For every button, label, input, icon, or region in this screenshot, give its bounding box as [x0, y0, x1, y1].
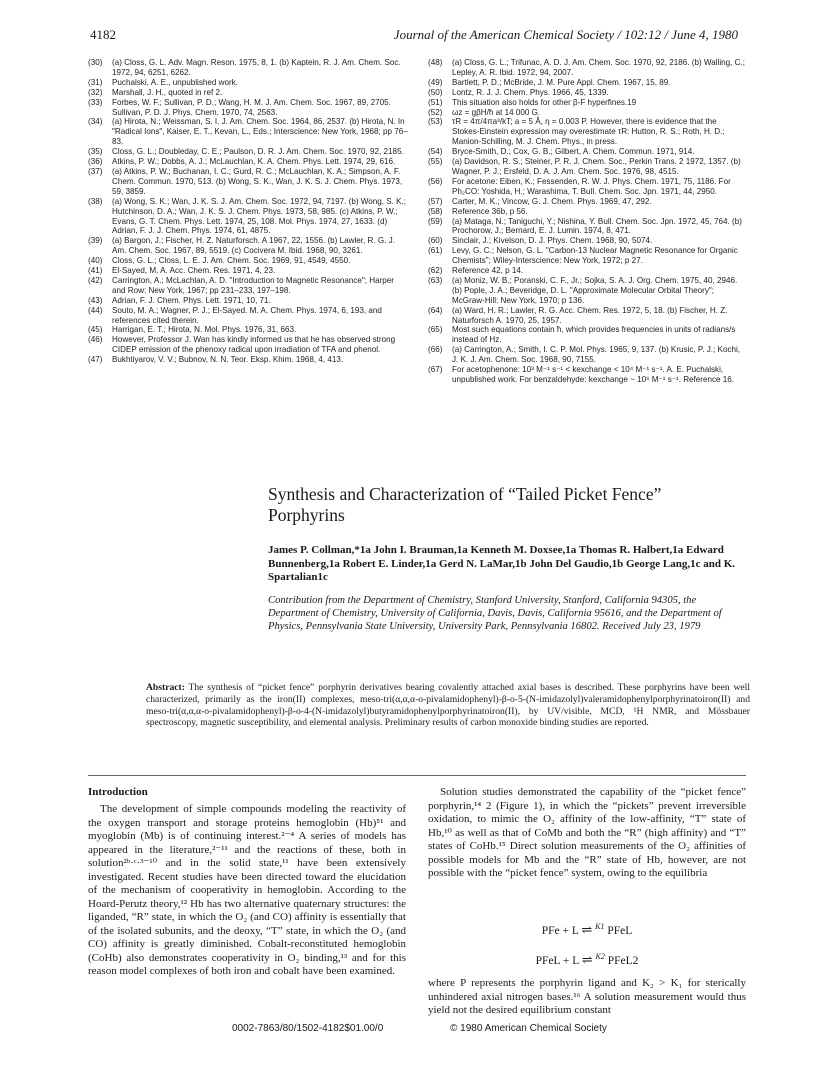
- reference-number: (43): [88, 295, 103, 305]
- reference-entry: [88, 157, 408, 167]
- references-left-column: [88, 58, 408, 365]
- reference-text: Forbes, W. F.; Sullivan, P. D.; Wang, H. M. J. Am. Chem. Soc. 1967, 89, 2705. Sullivan, P. D. J. Phys. Chem. 1970, 74, 2563.: [112, 97, 391, 117]
- reference-number: (59): [428, 216, 443, 226]
- reference-text: τR = 4π/4πa³/kT; a = 5 Å, η = 0.003 P. However, there is evidence that the Stokes-Einstein expression may overestimate τR: Hutton, R. S.; Roth, H. D.; Manion-Schilling, M. J. Chem. Phys., in press.: [452, 117, 725, 147]
- reference-entry: [428, 98, 746, 108]
- reference-text: Reference 42, p 14.: [452, 266, 524, 276]
- article-affiliation: Contribution from the Department of Chemistry, Stanford University, Stanford, California 94305, the Department of Chemistry, University of California, Davis, Davis, California 95616, and the Department of Physics, Pennsylvania State University, University Park, Pennsylvania 16802. Received July 23, 1979: [268, 595, 722, 633]
- footer-copyright: © 1980 American Chemical Society: [450, 1023, 607, 1034]
- reference-number: (37): [88, 166, 103, 176]
- reference-entry: [88, 236, 408, 256]
- reference-number: (36): [88, 157, 103, 167]
- reference-number: (50): [428, 87, 443, 97]
- reference-text: For acetophenone: 10³ M⁻¹ s⁻¹ < kexchange < 10⁴ M⁻¹ s⁻¹. A. E. Puchalski, unpublished work. For benzaldehyde: kexchange ~ 10⁶ M⁻¹ s⁻¹. Reference 16.: [452, 365, 735, 384]
- reference-text: ωz = gβH/ħ at 14 000 G.: [452, 107, 541, 117]
- reference-entry: [88, 296, 408, 306]
- reference-number: (48): [428, 58, 443, 67]
- reference-number: (45): [88, 325, 103, 335]
- reference-number: (54): [428, 147, 443, 157]
- reference-entry: [428, 325, 746, 345]
- reference-text: Marshall, J. H., quoted in ref 2.: [112, 87, 223, 97]
- reference-number: (63): [428, 275, 443, 285]
- reference-entry: [428, 207, 746, 217]
- reference-text: Sinclair, J.; Kivelson, D. J. Phys. Chem. 1968, 90, 5074.: [452, 236, 653, 246]
- reference-text: (a) Carrington, A.; Smith, I. C. P. Mol. Phys. 1965, 9, 137. (b) Krusic, P. J.; Kochi, J. K. J. Am. Chem. Soc. 1968, 90, 7155.: [452, 345, 741, 365]
- reference-number: (66): [428, 345, 443, 355]
- reference-text: Carter, M. K.; Vincow, G. J. Chem. Phys. 1969, 47, 292.: [452, 196, 652, 206]
- reference-entry: [88, 266, 408, 276]
- footer-code: 0002-7863/80/1502-4182$01.00/0: [232, 1023, 384, 1034]
- reference-entry: [428, 177, 746, 197]
- reference-entry: [88, 167, 408, 197]
- reference-number: (58): [428, 206, 443, 216]
- section-heading: Introduction: [88, 786, 148, 798]
- reference-number: (51): [428, 97, 443, 107]
- reference-entry: [428, 197, 746, 207]
- equation-1: [428, 922, 746, 938]
- reference-text: Adrian, F. J. Chem. Phys. Lett. 1971, 10, 71.: [112, 295, 271, 305]
- reference-number: (44): [88, 305, 103, 315]
- right-paragraph-2: where P represents the porphyrin ligand and K₂ > K₁ for sterically unhindered axial nitrogen bases.¹⁶ A solution measurement would thus yield not the desired equilibrium constant: [428, 977, 746, 1016]
- reference-number: (60): [428, 236, 443, 246]
- reference-text: (a) Mataga, N.; Taniguchi, Y.; Nishina, Y. Bull. Chem. Soc. Jpn. 1972, 45, 764. (b) Prochorow, J.; Bernard, E. J. Lumin. 1974, 8, 471.: [452, 216, 742, 236]
- reference-text: (a) Bargon, J.; Fischer, H. Z. Naturforsch. A 1967, 22, 1556. (b) Lawler, R. G. J. Am. Chem. Soc. 1967, 89, 5519. (c) Cocivera M. Ibid. 1968, 90, 3261.: [112, 236, 395, 256]
- reference-text: For acetone: Eiben, K.; Fessenden, R. W. J. Phys. Chem. 1971, 75, 1186. For Ph₂CO: Yoshida, H.; Warashima, T. Bull. Chem. Soc. Jpn. 1971, 44, 2950.: [452, 176, 731, 196]
- reference-entry: [428, 217, 746, 237]
- article-title: Synthesis and Characterization of “Tailed Picket Fence” Porphyrins: [268, 484, 662, 525]
- reference-number: (32): [88, 87, 103, 97]
- reference-number: (67): [428, 365, 443, 375]
- reference-number: (35): [88, 147, 103, 157]
- abstract-text: The synthesis of “picket fence” porphyrin derivatives bearing covalently attached axial bases is described. These porphyrins have been well characterized, primarily as the iron(II) complexes, meso-tri(α,α,α-o-pivalamidophenyl)-β-o-5-(N-imidazolyl)valeramidophenylporphyrinatoiron(II) and meso-tri(α,α,α-o-pivalamidophenyl)-β-o-4-(N-imidazolyl)butyramidophenylporphyrinatoiron(II), by UV/visible, MCD, ¹H NMR, and Mössbauer spectroscopy, magnetic susceptibility, and elemental analysis. Preliminary results of carbon monoxide binding studies are reported.: [146, 682, 750, 729]
- reference-entry: [88, 355, 408, 365]
- references-right-column: [428, 58, 746, 385]
- reference-text: (a) Atkins, P. W.; Buchanan, I. C.; Gurd, R. C.; McLauchlan, K. A.; Simpson, A. F. Chem. Commun. 1970, 513. (b) Wong, S. K., Wan, J. K. S. J. Chem. Phys. 1973, 59, 3859.: [112, 166, 403, 196]
- reference-text: Closs, G. L.; Closs, L. E. J. Am. Chem. Soc. 1969, 91, 4549, 4550.: [112, 256, 351, 266]
- reference-entry: [88, 117, 408, 147]
- reference-text: (a) Hirota, N.; Weissman, S. I. J. Am. Chem. Soc. 1964, 86, 2537. (b) Hirota, N. In "Radical Ions", Kaiser, E. T., Kevan, L., Eds.; Interscience: New York, 1968; pp 76–83.: [112, 117, 408, 147]
- reference-number: (40): [88, 256, 103, 266]
- reference-number: (46): [88, 335, 103, 345]
- reference-text: Closs, G. L.; Doubleday, C. E.; Paulson, D. R. J. Am. Chem. Soc. 1970, 92, 2185.: [112, 147, 404, 157]
- reference-text: Puchalski, A. E., unpublished work.: [112, 77, 238, 87]
- equation-1-left: PFe + L: [541, 925, 579, 937]
- reference-entry: [428, 117, 746, 147]
- reference-entry: [428, 78, 746, 88]
- reference-text: (a) Closs, G. L.; Trifunac, A. D. J. Am. Chem. Soc. 1970, 92, 2186. (b) Walling, C.; Lepley, A. R. Ibid. 1972, 94, 2007.: [452, 58, 745, 77]
- reference-number: (39): [88, 236, 103, 246]
- intro-paragraph: The development of simple compounds modeling the reactivity of the oxygen transport and storage proteins hemoglobin (Hb)⁵¹ and myoglobin (Mb) is of continuing interest.²⁻⁴ A series of models has appeared in the literature,²⁻¹¹ and the reactions of these, both in solution²ᵇ·ᶜ·³⁻¹⁰ and in the solid state,¹¹ have been extensively investigated. Recent studies have been directed toward the elucidation of the mechanism of cooperativity in hemoglobin. According to the Hoard-Perutz theory,¹² Hb has two alternative quaternary structures: the liganded, “R” state, in which the O₂ (and CO) affinity is essentially that of the isolated subunits, and the deoxy, “T” state, in which the O₂ (and CO) affinity is greatly diminished. Cobalt-reconstituted hemoglobin (CoHb) also demonstrates cooperativity in O₂ binding,¹³ and for this reason model complexes of both iron and cobalt have been examined.: [88, 803, 406, 977]
- abstract-divider: [88, 775, 746, 776]
- reference-text: Reference 36b, p 56.: [452, 206, 528, 216]
- reference-entry: [428, 157, 746, 177]
- reference-number: (31): [88, 77, 103, 87]
- reference-number: (49): [428, 77, 443, 87]
- reference-entry: [428, 365, 746, 385]
- equation-2-left: PFeL + L: [535, 955, 579, 967]
- equilibrium-arrow-icon: ⇌: [581, 922, 593, 937]
- reference-text: El-Sayed, M. A. Acc. Chem. Res. 1971, 4, 23.: [112, 266, 276, 276]
- reference-entry: [88, 276, 408, 296]
- reference-number: (53): [428, 117, 443, 127]
- reference-text: Bryce-Smith, D.; Cox, G. B.; Gilbert, A. Chem. Commun. 1971, 914.: [452, 147, 695, 157]
- journal-running-head: Journal of the American Chemical Society / 102:12 / June 4, 1980: [393, 27, 738, 42]
- reference-entry: [88, 98, 408, 118]
- reference-number: (30): [88, 58, 103, 67]
- reference-number: (61): [428, 246, 443, 256]
- reference-number: (38): [88, 196, 103, 206]
- reference-entry: [88, 256, 408, 266]
- reference-number: (57): [428, 196, 443, 206]
- abstract-label: Abstract:: [146, 682, 185, 693]
- reference-text: (a) Moniz, W. B.; Poranski, C. F., Jr.; Sojka, S. A. J. Org. Chem. 1975, 40, 2946. (b) Pople, J. A.; Beveridge, D. L. "Approximate Molecular Orbital Theory"; McGraw-Hill: New York, 1970; p 136.: [452, 275, 738, 305]
- reference-entry: [428, 345, 746, 365]
- reference-entry: [428, 266, 746, 276]
- reference-number: (42): [88, 275, 103, 285]
- reference-number: (62): [428, 266, 443, 276]
- reference-entry: [428, 58, 746, 78]
- equation-2-right: PFeL2: [607, 955, 639, 967]
- reference-number: (33): [88, 97, 103, 107]
- reference-text: (a) Wong, S. K.; Wan, J. K. S. J. Am. Chem. Soc. 1972, 94, 7197. (b) Wong, S. K.; Hutchinson, D. A.; Wan, J. K. S. J. Chem. Phys. 1973, 58, 985. (c) Atkins, P. W.; Evans, G. T. Chem. Phys. Lett. 1974, 25, 108. Mol. Phys. 1974, 27, 1633. (d) Adrian, F. J. J. Chem. Phys. 1974, 61, 4875.: [112, 196, 407, 236]
- equation-2: [428, 952, 746, 968]
- reference-entry: [428, 88, 746, 98]
- reference-entry: [428, 276, 746, 306]
- reference-entry: [428, 306, 746, 326]
- reference-text: This situation also holds for other β-F hyperfines.19: [452, 97, 637, 107]
- reference-number: (47): [88, 355, 103, 365]
- reference-text: Bukhtiyarov, V. V.; Bubnov, N. N. Teor. Eksp. Khim. 1968, 4, 413.: [112, 355, 344, 365]
- reference-number: (34): [88, 117, 103, 127]
- abstract: [146, 682, 750, 729]
- reference-text: Carrington, A.; McLachlan, A. D. "Introduction to Magnetic Resonance"; Harper and Row: New York, 1967; pp 231–233, 197–198.: [112, 275, 394, 295]
- reference-entry: [88, 197, 408, 237]
- equation-1-right: PFeL: [607, 925, 633, 937]
- reference-entry: [428, 246, 746, 266]
- reference-entry: [88, 335, 408, 355]
- reference-text: Atkins, P. W.; Dobbs, A. J.; McLauchlan, K. A. Chem. Phys. Lett. 1974, 29, 616.: [112, 157, 396, 167]
- reference-text: (a) Closs, G. L. Adv. Magn. Reson. 1975, 8, 1. (b) Kaptein, R. J. Am. Chem. Soc. 1972, 94, 6251, 6262.: [112, 58, 401, 77]
- reference-text: However, Professor J. Wan has kindly informed us that he has observed strong CIDEP emission of the phenoxy radical upon irradiation of TFA and phenol.: [112, 335, 396, 355]
- reference-entry: [428, 147, 746, 157]
- reference-entry: [428, 236, 746, 246]
- reference-entry: [88, 78, 408, 88]
- reference-text: (a) Davidson, R. S.; Steiner, P. R. J. Chem. Soc., Perkin Trans. 2 1972, 1357. (b) Wagner, P. J.; Ersfeld, D. A. J. Am. Chem. Soc. 1976, 98, 4515.: [452, 157, 741, 176]
- reference-text: Harrigan, E. T.; Hirota, N. Mol. Phys. 1976, 31, 663.: [112, 325, 297, 335]
- equation-2-constant: K2: [595, 952, 605, 962]
- equation-1-constant: K1: [595, 922, 605, 932]
- page-number: 4182: [90, 27, 116, 42]
- reference-entry: [88, 58, 408, 78]
- reference-entry: [88, 147, 408, 157]
- reference-number: (52): [428, 107, 443, 117]
- reference-text: Most such equations contain ħ, which provides frequencies in units of radians/s instead of Hz.: [452, 325, 736, 345]
- reference-number: (41): [88, 266, 103, 276]
- reference-number: (55): [428, 157, 443, 167]
- reference-entry: [88, 88, 408, 98]
- right-paragraph-1: Solution studies demonstrated the capability of the “picket fence” porphyrin,¹⁴ 2 (Figure 1), in which the “pickets” prevent irreversible oxidation, to mimic the O₂ affinity of the low-affinity, “T” state of Hb,¹⁰ as well as that of CoMb and both the “R” (high affinity) and “T” states of CoHb.¹⁵ Direct solution measurements of the O₂ affinities of possible models for Mb and the “R” state of Hb, however, are not possible with the “picket fence” system, owing to the equilibria: [428, 786, 746, 879]
- reference-text: (a) Ward, H. R.; Lawler, R. G. Acc. Chem. Res. 1972, 5, 18. (b) Fischer, H. Z. Naturforsch A. 1970, 25, 1957.: [452, 305, 728, 325]
- reference-entry: [88, 325, 408, 335]
- reference-number: (64): [428, 305, 443, 315]
- reference-text: Levy, G. C.; Nelson, G. L. "Carbon-13 Nuclear Magnetic Resonance for Organic Chemists"; Wiley-Interscience: New York, 1972; p 27.: [452, 246, 738, 266]
- page-header: [90, 27, 738, 43]
- equilibrium-arrow-icon: ⇌: [581, 952, 593, 967]
- reference-entry: [428, 108, 746, 118]
- reference-entry: [88, 306, 408, 326]
- reference-text: Souto, M. A.; Wagner, P. J.; El-Sayed. M. A. Chem. Phys. 1974, 6, 193, and references cited therein.: [112, 305, 382, 325]
- reference-text: Lontz, R. J. J. Chem. Phys. 1966, 45, 1339.: [452, 87, 609, 97]
- reference-text: Bartlett, P. D.; McBride, J. M. Pure Appl. Chem. 1967, 15, 89.: [452, 77, 671, 87]
- article-authors: James P. Collman,*1a John I. Brauman,1a Kenneth M. Doxsee,1a Thomas R. Halbert,1a Edward Bunnenberg,1a Robert E. Linder,1a Gerd N. LaMar,1b John Del Gaudio,1b George Lang,1c and K. Spartalian1c: [268, 544, 736, 583]
- reference-number: (65): [428, 325, 443, 335]
- reference-number: (56): [428, 176, 443, 186]
